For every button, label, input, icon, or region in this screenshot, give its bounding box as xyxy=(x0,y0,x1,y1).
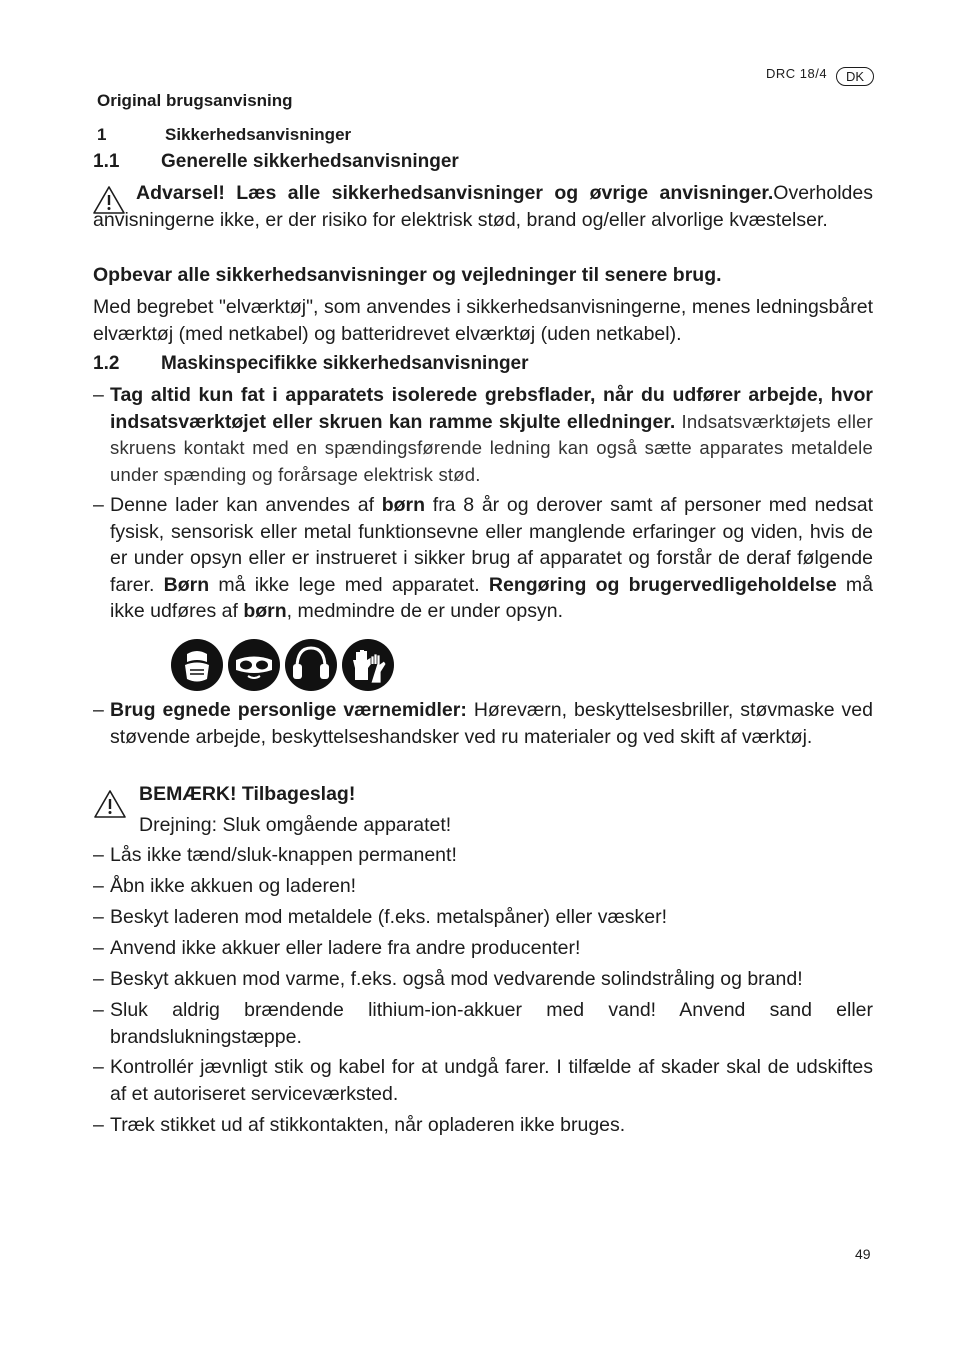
list-item: – Beskyt laderen mod metaldele (f.eks. metalspåner) eller væsker! xyxy=(93,906,668,928)
section-title: Generelle sikkerhedsanvisninger xyxy=(161,151,459,172)
item-text: Høreværn, beskyttelsesbriller, støvmaske ved støvende arbejde, beskyttelseshandsker ved ru materialer og ved skift af værktøj. xyxy=(110,699,873,748)
warning-text: Overholdes anvisningerne ikke, er der risiko for elektrisk stød, brand og/eller alvorlige kvæstelser. xyxy=(93,182,873,231)
section-title: Maskinspecifikke sikkerhedsanvisninger xyxy=(161,353,529,374)
item-bold: Brug egnede personlige værnemidler: xyxy=(110,699,467,721)
section-heading-1-1 xyxy=(93,151,459,173)
kickback-heading: BEMÆRK! Tilbageslag! xyxy=(139,783,356,805)
section-number: 1 xyxy=(97,125,107,144)
item-text: , medmindre de er under opsyn. xyxy=(286,600,564,622)
keep-notice: Opbevar alle sikkerhedsanvisninger og vejledninger til senere brug. xyxy=(93,264,722,286)
item-text: Træk stikket ud af stikkontakten, når opladeren ikke bruges. xyxy=(110,1114,626,1136)
document-title: Original brugsanvisning xyxy=(97,91,293,110)
item-bold: børn xyxy=(381,494,426,516)
list-item: – Åbn ikke akkuen og laderen! xyxy=(93,875,357,897)
item-bold: Børn xyxy=(163,573,210,596)
term-paragraph: Med begrebet "elværktøj", som anvendes i sikkerhedsanvisningerne, menes ledningsbåret elværktøj (med netkabel) og batteridrevet elværktøj (uden netkabel). xyxy=(93,296,873,345)
list-item: – Beskyt akkuen mod varme, f.eks. også mod vedvarende solindstråling og brand! xyxy=(93,968,803,990)
dust-mask-icon xyxy=(170,638,224,692)
list-item: – Sluk aldrig brændende lithium-ion-akkuer med vand! Anvend sand eller brandslukningstæppe. xyxy=(93,999,873,1048)
protective-gloves-icon xyxy=(341,638,395,692)
safety-goggles-icon xyxy=(227,638,281,692)
warning-triangle-icon xyxy=(93,789,127,819)
item-text: Kontrollér jævnligt stik og kabel for at undgå farer. I tilfælde af skader skal de udskiftes af et autoriseret serviceværksted. xyxy=(110,1056,873,1105)
list-item: – Lås ikke tænd/sluk-knappen permanent! xyxy=(93,844,457,866)
list-item-ppe: – Brug egnede personlige værnemidler: Høreværn, beskyttelsesbriller, støvmaske ved støvende arbejde, beskyttelseshandsker ved ru materialer og ved skift af værktøj. xyxy=(93,699,873,748)
item-bold: Tag altid kun fat i apparatets isolerede grebsflader, når du udfører arbejde, hvor indsatsværktøjet eller skruen kan ramme skjulte elledninger. xyxy=(110,384,873,433)
item-text: fra 8 år og derover samt af personer med nedsat fysisk, sensorisk eller metal funktionsevne eller manglende erfaringer og viden, hvis de er under opsyn eller er instrueret i sikker brug af apparatet og forstår de deraf følgende farer. xyxy=(110,494,873,596)
item-text: Sluk aldrig brændende lithium-ion-akkuer med vand! Anvend sand eller brandslukningstæppe. xyxy=(110,999,873,1048)
item-text: Beskyt laderen mod metaldele (f.eks. metalspåner) eller væsker! xyxy=(110,906,668,928)
item-text: Lås ikke tænd/sluk-knappen permanent! xyxy=(110,844,457,866)
item-text: Anvend ikke akkuer eller ladere fra andre producenter! xyxy=(110,937,581,959)
list-item-children: – Denne lader kan anvendes af børn fra 8 år og derover samt af personer med nedsat fysisk, sensorisk eller metal funktionsevne eller manglende erfaringer og viden, hvis de er under opsyn eller er instrueret i sikker brug af apparatet og forstår de deraf følgende farer. Børn må ikke lege med apparatet. Rengøring og brugervedligeholdelse må ikke udføres af børn, medmindre de er under opsyn. xyxy=(93,494,874,622)
item-text: Beskyt akkuen mod varme, f.eks. også mod vedvarende solindstråling og brand! xyxy=(110,968,803,990)
item-text: må ikke udføres af xyxy=(110,573,874,622)
list-item: – Kontrollér jævnligt stik og kabel for at undgå farer. I tilfælde af skader skal de udskiftes af et autoriseret serviceværksted. xyxy=(93,1056,873,1105)
item-bold: børn xyxy=(243,600,287,622)
section-heading-1 xyxy=(97,125,351,145)
item-text: Indsatsværktøjets eller skruens kontakt med en spændingsførende ledning kan også sætte apparates metaldele under spænding og forårsage elektrisk stød. xyxy=(110,410,874,485)
item-text: Denne lader kan anvendes af xyxy=(110,494,382,516)
page-number: 49 xyxy=(855,1246,871,1262)
section-number: 1.2 xyxy=(93,353,120,374)
item-bold: Rengøring og brugervedligeholdelse xyxy=(488,573,837,596)
section-number: 1.1 xyxy=(93,151,120,172)
kickback-text: Drejning: Sluk omgående apparatet! xyxy=(139,814,452,836)
warning-bold: Advarsel! Læs alle sikkerhedsanvisninger og øvrige anvisninger. xyxy=(136,182,774,204)
list-item-grip: – Tag altid kun fat i apparatets isolerede grebsflader, når du udfører arbejde, hvor indsatsværktøjet eller skruen kan ramme skjulte elledninger. Indsatsværktøjets eller skruens kontakt med en spændingsførende ledning kan også sætte apparates metaldele under spænding og forårsage elektrisk stød. xyxy=(93,384,874,485)
item-text: Åbn ikke akkuen og laderen! xyxy=(110,875,357,897)
ppe-icon-row xyxy=(170,638,395,692)
list-item: – Anvend ikke akkuer eller ladere fra andre producenter! xyxy=(93,937,581,959)
section-title: Sikkerhedsanvisninger xyxy=(165,125,352,144)
model-label: DRC 18/4 xyxy=(766,66,828,81)
list-item: – Træk stikket ud af stikkontakten, når opladeren ikke bruges. xyxy=(93,1114,626,1136)
warning-paragraph xyxy=(93,180,873,233)
item-text: må ikke lege med apparatet. xyxy=(209,573,489,596)
country-badge: DK xyxy=(836,67,874,86)
section-heading-1-2 xyxy=(93,353,529,375)
ear-protection-icon xyxy=(284,638,338,692)
